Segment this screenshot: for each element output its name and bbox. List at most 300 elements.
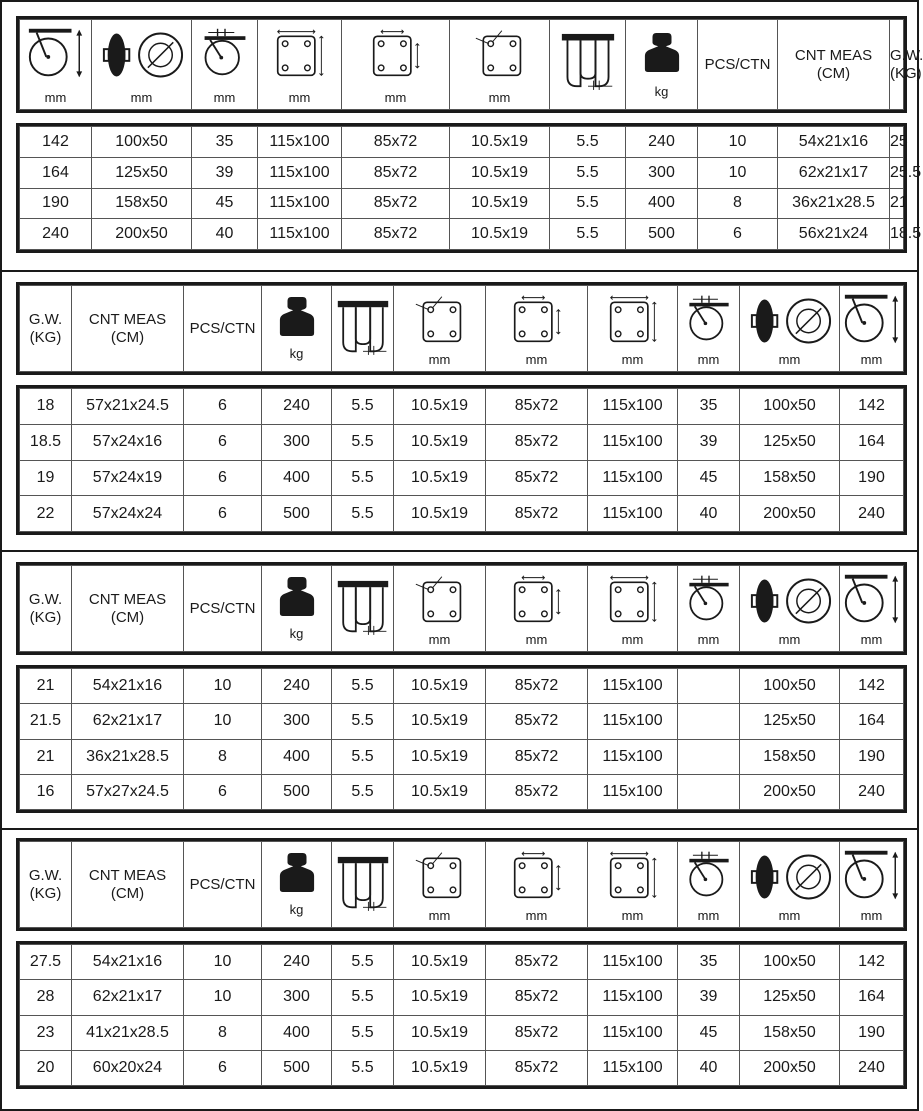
pcs-ctn-header [184,842,262,928]
table-cell: 5.5 [332,496,394,532]
unit-label: mm [288,90,311,105]
bolt-hole-icon [414,292,466,346]
bolt-spacing-icon [511,848,563,902]
table-cell: 240 [262,389,332,425]
table-cell: 10.5x19 [394,389,486,425]
table-cell: 6 [698,219,778,250]
table-cell: 115x100 [588,1050,678,1085]
plate-thickness-header [332,286,394,372]
table-cell: 10.5x19 [394,669,486,704]
table-cell: 10.5x19 [450,127,550,158]
gw-label: G.W. [28,866,63,884]
offset-icon [684,572,734,624]
bolt-hole-icon [414,848,466,902]
table-cell: 23 [20,1015,72,1050]
table-cell [678,669,740,704]
load-capacity-icon [643,30,681,74]
table-cell: 300 [626,157,698,188]
unit-label: mm [525,908,548,923]
header-table-2 [16,282,907,375]
plate-thickness-header [332,842,394,928]
table-row [20,460,904,496]
bolt-spacing-header [486,286,588,372]
load-capacity-header [262,286,332,372]
unit-label: mm [697,352,720,367]
table-cell: 115x100 [588,669,678,704]
table-cell: 115x100 [588,496,678,532]
table-cell: 5.5 [332,774,394,809]
unit-label: mm [697,632,720,647]
table-cell: 85x72 [486,704,588,739]
table-cell: 125x50 [740,704,840,739]
table-cell: 240 [262,945,332,980]
table-cell: 200x50 [740,774,840,809]
bolt-hole-header [394,842,486,928]
table-row [20,157,904,188]
table-cell: 164 [20,157,92,188]
table-cell: 85x72 [342,157,450,188]
unit-label: kg [289,626,304,641]
table-cell: 40 [678,1050,740,1085]
unit-label: mm [860,632,883,647]
table-cell: 500 [262,1050,332,1085]
table-cell: 5.5 [550,127,626,158]
table-cell: 10 [698,157,778,188]
table-cell: 85x72 [486,496,588,532]
table-cell: 240 [626,127,698,158]
wheel-size-icon [99,30,185,80]
table-cell: 200x50 [740,1050,840,1085]
load-capacity-icon [278,574,316,618]
table-cell: 6 [184,496,262,532]
table-cell: 21 [890,188,904,219]
offset-icon [684,848,734,900]
table-cell: 500 [626,219,698,250]
plate-thickness-icon [560,26,616,96]
table-cell: 18 [20,389,72,425]
table-cell: 115x100 [588,389,678,425]
table-row [20,739,904,774]
table-cell: 8 [698,188,778,219]
cnt-meas-header [778,20,890,110]
table-cell: 60x20x24 [72,1050,184,1085]
unit-label: mm [621,632,644,647]
plate-size-header [588,566,678,652]
wheel-size-header [740,286,840,372]
table-cell [678,739,740,774]
bolt-hole-header [450,20,550,110]
table-cell: 19 [20,460,72,496]
table-cell: 39 [678,424,740,460]
unit-label: mm [44,90,67,105]
table-cell: 85x72 [486,774,588,809]
table-cell: 27.5 [20,945,72,980]
offset-icon [684,292,734,344]
bolt-spacing-header [486,566,588,652]
header-table-4 [16,838,907,931]
table-cell: 10 [184,980,262,1015]
table-cell: 400 [626,188,698,219]
table-row [20,424,904,460]
unit-label: mm [428,632,451,647]
unit-label: mm [860,352,883,367]
table-cell: 6 [184,460,262,496]
unit-label: mm [428,908,451,923]
table-cell: 5.5 [332,669,394,704]
table-cell: 85x72 [486,980,588,1015]
unit-label: mm [525,352,548,367]
table-cell: 115x100 [588,774,678,809]
table-cell: 190 [840,1015,904,1050]
cnt-meas-unit: (CM) [816,64,851,82]
plate-size-header [258,20,342,110]
table-row [20,980,904,1015]
table-cell: 57x24x19 [72,460,184,496]
table-cell: 41x21x28.5 [72,1015,184,1050]
bolt-hole-icon [414,572,466,626]
table-cell: 25 [890,127,904,158]
load-capacity-header [262,842,332,928]
table-cell: 125x50 [92,157,192,188]
pcs-ctn-header [698,20,778,110]
table-cell: 62x21x17 [72,704,184,739]
table-cell: 142 [20,127,92,158]
table-cell: 10.5x19 [394,774,486,809]
table-cell: 400 [262,460,332,496]
table-cell: 5.5 [550,219,626,250]
bolt-spacing-icon [370,26,422,80]
bolt-spacing-icon [511,292,563,346]
table-cell: 164 [840,704,904,739]
section-4-panel [0,828,919,1111]
unit-label: mm [384,90,407,105]
table-cell: 35 [678,389,740,425]
table-cell: 85x72 [486,389,588,425]
load-capacity-icon [278,294,316,338]
table-cell: 18.5 [890,219,904,250]
table-cell: 10 [184,704,262,739]
load-capacity-header [262,566,332,652]
gw-label: G.W. [890,46,923,64]
table-cell: 10.5x19 [394,980,486,1015]
plate-size-header [588,286,678,372]
gw-unit: (KG) [890,64,922,82]
table-cell: 115x100 [588,739,678,774]
table-cell: 85x72 [486,945,588,980]
plate-size-icon [607,292,659,346]
table-cell: 5.5 [332,945,394,980]
table-cell: 45 [192,188,258,219]
table-cell: 300 [262,424,332,460]
table-cell: 10.5x19 [394,739,486,774]
unit-label: mm [778,908,801,923]
table-cell: 5.5 [332,424,394,460]
table-cell: 10.5x19 [394,496,486,532]
table-row [20,496,904,532]
table-cell: 57x24x16 [72,424,184,460]
table-row [20,1050,904,1085]
table-cell: 142 [840,389,904,425]
wheel-size-icon [747,852,833,902]
table-cell: 300 [262,980,332,1015]
table-row [20,389,904,425]
gw-label: G.W. [28,590,63,608]
table-cell: 40 [192,219,258,250]
offset-header [678,566,740,652]
header-table-1 [16,16,923,113]
section-2-panel [0,270,919,552]
table-cell: 25.5 [890,157,904,188]
table-cell: 200x50 [92,219,192,250]
gw-header [20,566,72,652]
table-cell: 28 [20,980,72,1015]
table-cell: 190 [20,188,92,219]
load-capacity-header [626,20,698,110]
unit-label: kg [289,902,304,917]
table-cell: 5.5 [332,980,394,1015]
unit-label: mm [488,90,511,105]
data-table-1 [16,123,922,253]
table-cell: 100x50 [740,669,840,704]
table-cell: 300 [262,704,332,739]
table-cell: 16 [20,774,72,809]
table-cell: 115x100 [588,980,678,1015]
wheel-size-icon [747,296,833,346]
table-cell: 10.5x19 [394,945,486,980]
table-cell: 190 [840,460,904,496]
table-cell: 10.5x19 [394,704,486,739]
unit-label: mm [213,90,236,105]
table-cell: 10.5x19 [450,188,550,219]
table-cell: 115x100 [588,704,678,739]
wheel-height-icon [841,572,903,626]
unit-label: mm [860,908,883,923]
wheel-size-header [92,20,192,110]
table-cell: 100x50 [740,389,840,425]
data-table-2 [16,385,907,535]
table-cell: 85x72 [486,424,588,460]
wheel-size-header [740,842,840,928]
gw-unit: (KG) [29,884,62,902]
table-cell: 100x50 [740,945,840,980]
cnt-meas-header [72,286,184,372]
table-cell: 142 [840,945,904,980]
bolt-hole-icon [474,26,526,80]
cnt-meas-label: CNT MEAS [88,310,167,328]
table-cell: 115x100 [588,424,678,460]
table-cell: 500 [262,774,332,809]
table-row [20,774,904,809]
table-cell: 85x72 [342,127,450,158]
table-cell: 10.5x19 [394,1015,486,1050]
unit-label: mm [778,632,801,647]
unit-label: mm [621,352,644,367]
table-cell: 45 [678,460,740,496]
wheel-height-icon [841,292,903,346]
table-cell [678,704,740,739]
table-cell: 39 [678,980,740,1015]
unit-label: mm [130,90,153,105]
table-row [20,669,904,704]
table-cell: 500 [262,496,332,532]
table-cell: 400 [262,739,332,774]
table-cell: 10.5x19 [394,1050,486,1085]
table-cell: 115x100 [588,1015,678,1050]
unit-label: mm [428,352,451,367]
table-cell: 10.5x19 [394,424,486,460]
table-cell: 85x72 [486,739,588,774]
pcs-ctn-header [184,286,262,372]
table-cell: 45 [678,1015,740,1050]
table-cell: 36x21x28.5 [72,739,184,774]
table-cell: 8 [184,739,262,774]
table-cell: 240 [840,496,904,532]
bolt-spacing-icon [511,572,563,626]
table-cell: 21 [20,669,72,704]
table-cell: 400 [262,1015,332,1050]
offset-header [192,20,258,110]
wheel-height-header [840,566,904,652]
cnt-meas-label: CNT MEAS [88,590,167,608]
table-cell: 18.5 [20,424,72,460]
table-cell: 10.5x19 [450,219,550,250]
bolt-hole-header [394,286,486,372]
table-cell: 6 [184,1050,262,1085]
offset-icon [199,26,251,78]
wheel-height-icon [841,848,903,902]
unit-label: mm [525,632,548,647]
table-row [20,704,904,739]
wheel-height-header [840,286,904,372]
wheel-height-icon [25,26,87,80]
table-cell: 115x100 [588,460,678,496]
table-cell: 35 [678,945,740,980]
plate-thickness-icon [336,572,390,642]
table-cell: 142 [840,669,904,704]
table-cell: 115x100 [258,157,342,188]
table-cell: 5.5 [332,704,394,739]
section-1-panel [0,0,923,272]
plate-size-icon [607,572,659,626]
table-cell: 100x50 [92,127,192,158]
cnt-meas-header [72,842,184,928]
table-cell: 22 [20,496,72,532]
table-cell: 85x72 [486,1015,588,1050]
table-cell: 5.5 [332,389,394,425]
cnt-meas-header [72,566,184,652]
table-row [20,219,904,250]
table-cell: 57x24x24 [72,496,184,532]
table-cell: 85x72 [486,669,588,704]
table-cell: 85x72 [342,188,450,219]
table-cell: 62x21x17 [778,157,890,188]
bolt-hole-header [394,566,486,652]
table-cell: 5.5 [550,188,626,219]
table-cell: 36x21x28.5 [778,188,890,219]
table-cell: 54x21x16 [72,945,184,980]
gw-label: G.W. [28,310,63,328]
table-cell: 125x50 [740,424,840,460]
unit-label: mm [621,908,644,923]
table-cell: 240 [20,219,92,250]
table-cell: 6 [184,774,262,809]
cnt-meas-label: CNT MEAS [88,866,167,884]
table-cell: 240 [840,774,904,809]
table-row [20,1015,904,1050]
gw-unit: (KG) [29,608,62,626]
table-cell: 57x21x24.5 [72,389,184,425]
header-table-3 [16,562,907,655]
table-cell: 115x100 [258,127,342,158]
table-cell: 10 [184,945,262,980]
bolt-spacing-header [486,842,588,928]
table-cell: 125x50 [740,980,840,1015]
table-cell: 85x72 [342,219,450,250]
table-cell: 85x72 [486,1050,588,1085]
table-cell: 5.5 [332,1015,394,1050]
pcs-ctn-label: PCS/CTN [189,599,256,617]
wheel-size-header [740,566,840,652]
cnt-meas-unit: (CM) [110,884,145,902]
wheel-height-header [20,20,92,110]
table-cell: 10 [184,669,262,704]
plate-thickness-header [332,566,394,652]
table-cell: 115x100 [258,219,342,250]
table-cell: 10 [698,127,778,158]
table-cell: 8 [184,1015,262,1050]
cnt-meas-label: CNT MEAS [794,46,873,64]
plate-thickness-icon [336,292,390,362]
table-cell: 20 [20,1050,72,1085]
table-cell: 158x50 [740,739,840,774]
table-cell: 158x50 [92,188,192,219]
pcs-ctn-label: PCS/CTN [189,875,256,893]
bolt-spacing-header [342,20,450,110]
pcs-ctn-header [184,566,262,652]
table-cell: 6 [184,389,262,425]
table-cell: 158x50 [740,1015,840,1050]
pcs-ctn-label: PCS/CTN [189,319,256,337]
table-cell: 158x50 [740,460,840,496]
unit-label: kg [289,346,304,361]
pcs-ctn-label: PCS/CTN [704,55,771,73]
table-cell: 57x27x24.5 [72,774,184,809]
table-cell: 5.5 [332,739,394,774]
cnt-meas-unit: (CM) [110,608,145,626]
table-cell [678,774,740,809]
gw-unit: (KG) [29,328,62,346]
table-cell: 85x72 [486,460,588,496]
plate-size-icon [607,848,659,902]
section-3-panel [0,550,919,830]
table-cell: 164 [840,980,904,1015]
table-cell: 54x21x16 [778,127,890,158]
table-cell: 39 [192,157,258,188]
table-cell: 200x50 [740,496,840,532]
gw-header [890,20,923,110]
table-cell: 35 [192,127,258,158]
table-row [20,945,904,980]
data-table-3 [16,665,907,813]
table-cell: 115x100 [588,945,678,980]
data-table-4 [16,941,907,1089]
table-cell: 62x21x17 [72,980,184,1015]
unit-label: mm [697,908,720,923]
table-cell: 5.5 [332,1050,394,1085]
plate-thickness-header [550,20,626,110]
table-cell: 21.5 [20,704,72,739]
table-cell: 54x21x16 [72,669,184,704]
